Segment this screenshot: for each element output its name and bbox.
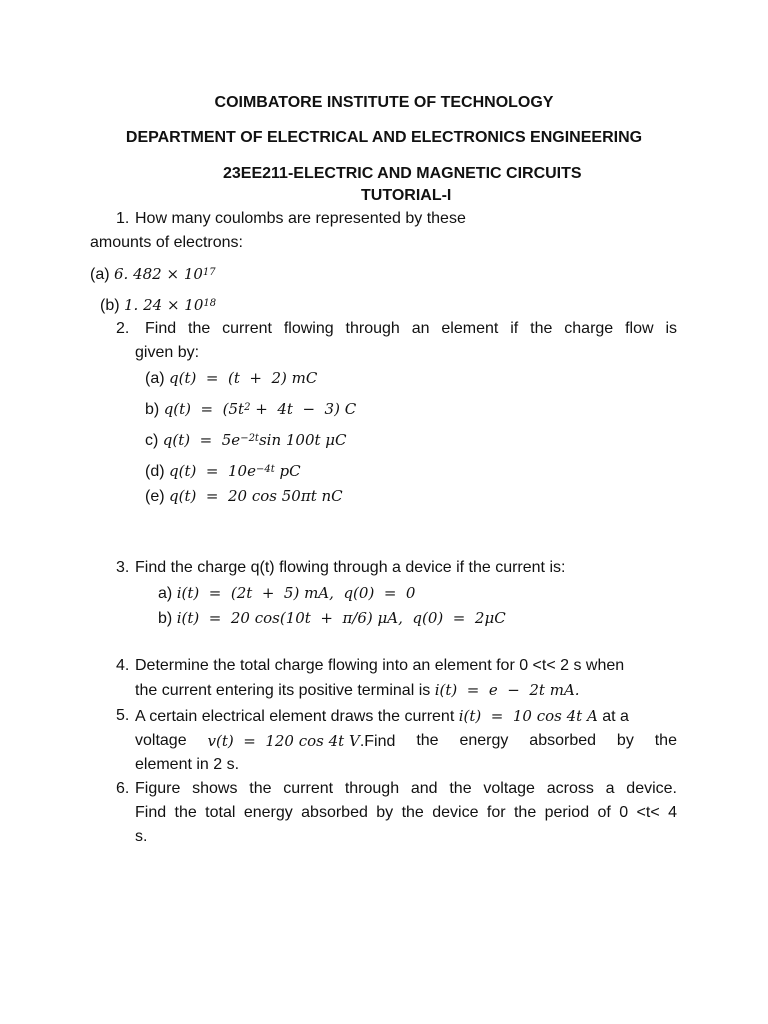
q2-c-expr-start: q(t) = 5e [162,431,241,449]
q5-line1 [135,706,629,727]
department-title: DEPARTMENT OF ELECTRICAL AND ELECTRONICS ENGINEERING [125,129,643,146]
q3-a-expr: i(t) = (2t + 5) mA, q(0) = 0 [176,584,416,602]
q2-number: 2. [116,320,130,337]
q5-voltage-group [208,731,396,752]
q2-option-a [145,368,317,389]
q1-a-exponent: 17 [202,267,216,278]
q5-number: 5. [116,707,130,724]
q1-a-label: (a) [90,266,110,283]
q5-word-find: .Find [359,733,396,750]
q1-option-a [90,264,216,287]
q3-a-label: a) [158,585,173,602]
q2-option-b [145,399,356,422]
q2-b-expr-start: q(t) = (5t [163,400,245,418]
q2-d-exponent: −4t [255,464,275,475]
q2-e-expr: q(t) = 20 cos 50πt nC [169,487,343,505]
q4-line2-text: the current entering its positive terminal is [135,682,435,699]
q6-line3: s. [135,828,148,845]
q1-option-b [100,295,216,318]
q5-line1-text: A certain electrical element draws the current [135,708,459,725]
course-title: 23EE211-ELECTRIC AND MAGNETIC CIRCUITS [223,165,582,182]
q5-word-voltage: voltage [135,732,187,749]
q2-d-expr-start: q(t) = 10e [169,462,256,480]
q5-word-absorbed: absorbed [529,732,597,749]
tutorial-title: TUTORIAL-I [361,187,452,204]
q2-option-c [145,430,347,453]
q2-b-label: b) [145,401,160,418]
q2-option-d [145,461,301,484]
q4-line1: Determine the total charge flowing into an element for 0 <t< 2 s when [135,657,625,674]
q2-b-exponent: 2 [244,402,251,413]
q3-line1: Find the charge q(t) flowing through a device if the current is: [135,559,566,576]
q3-b-expr: i(t) = 20 cos(10t + π/6) μA, q(0) = 2μC [176,609,506,627]
q4-line2-expr: i(t) = e − 2t mA. [434,681,580,699]
q1-b-value: 1. 24 × 10 [124,296,204,314]
q1-b-exponent: 18 [203,298,217,309]
q2-a-expr: q(t) = (t + 2) mC [169,369,318,387]
q3-option-a [158,583,415,604]
q2-line1: Find the current flowing through an element if the charge flow is [145,320,677,337]
q1-b-label: (b) [100,297,120,314]
q5-word-the-2: the [654,732,677,749]
q5-word-by: by [616,732,634,749]
q4-line2 [135,680,580,701]
q2-c-exponent: −2t [240,433,259,444]
q2-c-expr-end: sin 100t μC [258,431,347,449]
q2-e-label: (e) [145,488,165,505]
q5-word-the: the [416,732,439,749]
q6-line1: Figure shows the current through and the voltage across a device. [135,780,677,797]
q2-b-expr-end: + 4t − 3) C [250,400,357,418]
q4-number: 4. [116,657,130,674]
q1-number: 1. [116,210,130,227]
institute-title: COIMBATORE INSTITUTE OF TECHNOLOGY [214,94,554,111]
q2-option-e [145,486,343,507]
q2-c-label: c) [145,432,159,449]
q6-line2: Find the total energy absorbed by the device for the period of 0 <t< 4 [135,804,677,821]
q5-line1-expr: i(t) = 10 cos 4t A [458,707,598,725]
q1-line2: amounts of electrons: [90,234,243,251]
q1-line1: How many coulombs are represented by these [135,210,466,227]
q3-option-b [158,608,506,629]
q5-line3: element in 2 s. [135,756,240,773]
q1-a-value: 6. 482 × 10 [114,265,203,283]
q3-number: 3. [116,559,130,576]
q2-line2: given by: [135,344,200,361]
q5-line2-expr: v(t) = 120 cos 4t V [207,732,360,750]
q2-a-label: (a) [145,370,165,387]
q2-d-label: (d) [145,463,165,480]
q6-number: 6. [116,780,130,797]
q5-line2 [135,731,677,752]
q5-line1-end: at a [597,708,629,725]
q3-b-label: b) [158,610,173,627]
q5-word-energy: energy [459,732,509,749]
q2-d-expr-end: pC [274,462,301,480]
